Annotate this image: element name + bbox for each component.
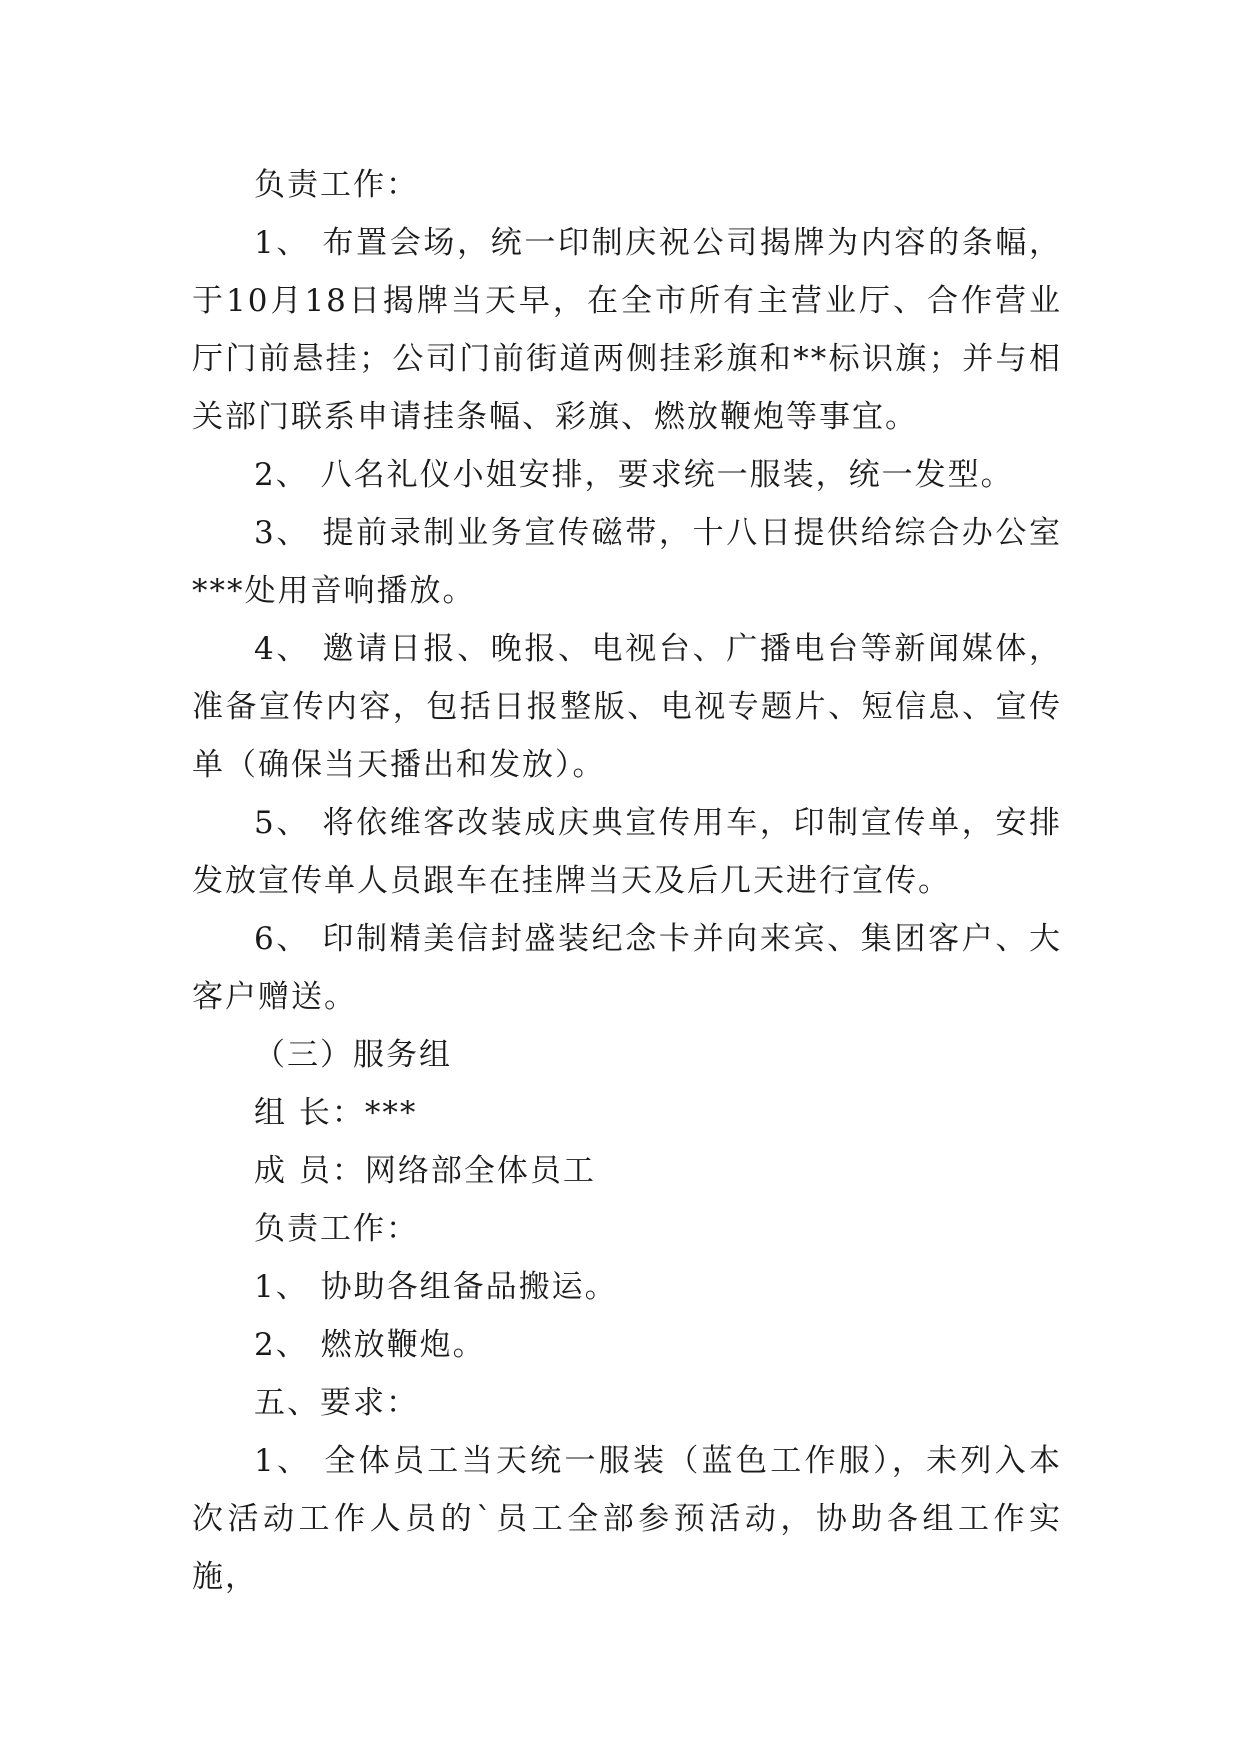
paragraph-service-item-2: 2、 燃放鞭炮。	[254, 1327, 486, 1363]
paragraph-requirements-heading: 五、要求：	[254, 1385, 419, 1421]
paragraph-item-6-cards: 6、 印制精美信封盛装纪念卡并向来宾、集团客户、大客户赠送。	[192, 921, 1062, 1015]
paragraph-requirement-1: 1、 全体员工当天统一服装（蓝色工作服），未列入本次活动工作人员的`员工全部参预活动，协助各组工作实施，	[192, 1443, 1062, 1595]
paragraph-item-1-venue: 1、 布置会场，统一印制庆祝公司揭牌为内容的条幅，于10月18日揭牌当天早，在全市所有主营业厅、合作营业厅门前悬挂；公司门前街道两侧挂彩旗和**标识旗；并与相关部门联系申请挂条幅、彩旗、燃放鞭炮等事宜。	[192, 225, 1062, 435]
paragraph-item-4-media: 4、 邀请日报、晚报、电视台、广播电台等新闻媒体，准备宣传内容，包括日报整版、电视专题片、短信息、宣传单（确保当天播出和发放）。	[192, 631, 1062, 783]
paragraph-group-leader: 组 长：***	[254, 1095, 418, 1131]
paragraph-group-members: 成 员：网络部全体员工	[254, 1153, 596, 1189]
paragraph-responsibility-heading-2: 负责工作：	[254, 1211, 419, 1247]
paragraph-item-5-vehicle: 5、 将依维客改装成庆典宣传用车，印制宣传单，安排发放宣传单人员跟车在挂牌当天及后几天进行宣传。	[192, 805, 1062, 899]
paragraph-service-item-1: 1、 协助各组备品搬运。	[254, 1269, 618, 1305]
paragraph-responsibility-heading: 负责工作：	[254, 167, 419, 203]
paragraph-service-group-heading: （三）服务组	[254, 1037, 452, 1073]
paragraph-item-2-etiquette: 2、 八名礼仪小姐安排，要求统一服装，统一发型。	[254, 457, 1014, 493]
document-body	[192, 156, 1062, 1606]
paragraph-item-3-tape: 3、 提前录制业务宣传磁带，十八日提供给综合办公室***处用音响播放。	[192, 515, 1062, 609]
